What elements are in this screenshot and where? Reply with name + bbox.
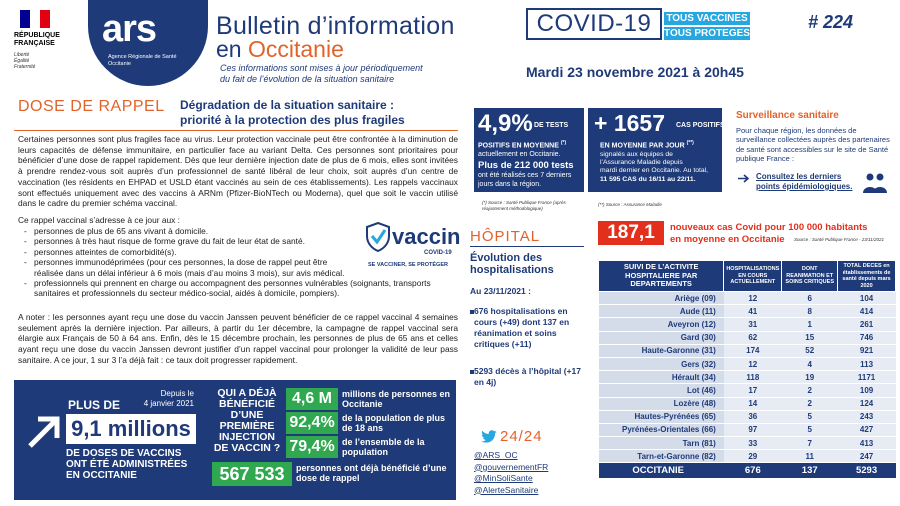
deces-cell: 261 xyxy=(838,318,896,331)
region-name: Occitanie xyxy=(247,36,344,62)
twitter-link[interactable]: @ARS_OC xyxy=(474,450,518,460)
cas-moy-jour xyxy=(600,140,694,149)
arrow-right-icon xyxy=(738,174,752,183)
rf-motto xyxy=(14,52,74,70)
rappel-paragraph: Certaines personnes sont plus fragiles face au virus. Leur protection vaccinale peut être confrontée à la diminution de leurs capacités de défense immunitaire, en particulier face au variant Delta. Ces personnes sont prioritaires pour bénéficier d’une dose de rappel rapidement. Dès que leur dernière injection date de plus de 6 mois, elles sont invitées à prendre rendez-vous soit auprès d’un professionnel de santé libéral de leur choix, soit auprès d’un centre de vaccination (les résidents en EHPAD et USLD étant vaccinés au sein de ces établissements). Les rappels vaccinaux sont effectués uniquement avec des vaccins à ARNm (Pfizer-BioNTech ou Moderna), quel que soit le vaccin utilisé dans le cadre du premier schéma vaccinal. xyxy=(18,134,458,209)
hospitalisations-cell: 62 xyxy=(724,331,782,344)
table-row xyxy=(599,292,896,305)
cas-signales xyxy=(600,151,720,184)
stat-population: 79,4% xyxy=(286,436,338,458)
hospitalisations-cell: 12 xyxy=(724,357,782,370)
doses-line2: ONT ÉTÉ ADMINISTRÉES xyxy=(66,459,188,470)
rappel-list-item: - personnes immunodéprimées (pour ces personnes, la dose de rappel peut être réalisée dans un délai inférieur à 6 mois (mais d’au moins 3 mois), sur avis médical. xyxy=(24,257,354,278)
departement-cell: Pyrénées-Orientales (66) xyxy=(599,423,724,436)
table-row xyxy=(599,305,896,318)
rappel-list-item: - personnes atteintes de comorbidité(s). xyxy=(24,247,354,257)
bulletin-title: Bulletin d’information xyxy=(216,12,455,40)
incidence-value: 187,1 xyxy=(598,221,664,245)
vaccin-logo-motto: SE VACCINER, SE PROTÉGER xyxy=(368,262,448,268)
deces-cell: 746 xyxy=(838,331,896,344)
surveillance-text: Pour chaque région, les données de surveillance collectées auprès des partenaires de santé sont accessibles sur le site de Santé publique France : xyxy=(736,126,890,163)
hospital-table xyxy=(598,260,896,479)
intro-text xyxy=(220,63,520,85)
tag-tous-proteges: TOUS PROTEGES xyxy=(664,28,750,39)
hospitalisations-cell: 17 xyxy=(724,384,782,397)
table-header: SUIVI DE L’ACTIVITE HOSPITALIERE PAR DEPARTEMENTS xyxy=(599,261,724,292)
stat-population-label: de l’ensemble de la population xyxy=(342,437,425,457)
vaccin-logo-word: vaccin xyxy=(392,224,461,249)
rappel-list-item: - personnes de plus de 65 ans vivant à domicile. xyxy=(24,226,354,236)
cas-moy-jour-mark: (**) xyxy=(686,140,694,146)
depuis-label xyxy=(114,389,194,409)
surveillance-link[interactable]: Consultez les derniers points épidémiologiques. xyxy=(756,172,853,191)
total-hospitalisations-cell: 676 xyxy=(724,463,782,479)
reanimation-cell: 52 xyxy=(782,344,838,357)
tests-source: (*) Source : Santé Publique France (après réajustement méthodologique) xyxy=(482,200,566,211)
departement-cell: Ariège (09) xyxy=(599,292,724,305)
tests-positivity: 4,9% xyxy=(478,110,533,137)
twitter-link[interactable]: @AlerteSanitaire xyxy=(474,484,539,495)
stat-rappel: 567 533 xyxy=(212,462,292,486)
intro-line2: du fait de l’évolution de la situation sanitaire xyxy=(220,74,395,84)
incidence-source: Source : Santé Publique France - 23/11/2021 xyxy=(794,237,884,242)
deces-cell: 414 xyxy=(838,305,896,318)
departement-cell: Lozère (48) xyxy=(599,397,724,410)
doses-total: 9,1 millions xyxy=(66,414,196,444)
rappel-list-item: - professionnels qui prennent en charge ou accompagnent des personnes vulnérables (soignants, transports sanitaires et professionnels du secteur médico-social, aidés à domicile, pompiers). xyxy=(24,278,454,299)
rappel-divider xyxy=(14,130,458,131)
stat-rappel-label: personnes ont déjà bénéficié d’une dose de rappel xyxy=(296,463,447,483)
tests-pos-moy-mark: (*) xyxy=(560,140,567,146)
table-row xyxy=(599,344,896,357)
reanimation-cell: 1 xyxy=(782,318,838,331)
hopital-heading: HÔPITAL xyxy=(470,228,541,245)
deces-cell: 247 xyxy=(838,450,896,463)
total-label-cell: OCCITANIE xyxy=(599,463,724,479)
intro-line1: Ces informations sont mises à jour périodiquement xyxy=(220,63,423,73)
table-header-row xyxy=(599,261,896,292)
rf-line1: RÉPUBLIQUE xyxy=(14,32,60,39)
rf-line2: FRANÇAISE xyxy=(14,40,55,47)
rf-motto2: Égalité xyxy=(14,58,30,64)
departement-cell: Tarn (81) xyxy=(599,437,724,450)
deces-cell: 413 xyxy=(838,437,896,450)
ars-sub2: Occitanie xyxy=(108,61,131,67)
hospitalisations-cell: 41 xyxy=(724,305,782,318)
rappel-note: A noter : les personnes ayant reçu une dose du vaccin Janssen peuvent bénéficier de ce rappel vaccinal 4 semaines seulement après la dernière injection. Par ailleurs, à partir du 1er décembre, la campagne de rappel vaccinal sera élargie aux Français de 50 à 64 ans. Enfin, dès le 15 décembre prochain, les personnes de plus de 65 ans et celles ayant reçu une dose du vaccin Janssen devront justifier d’un rappel vaccinal pour prolonger la validité de leur pass sanitaire. A ce jour, 1 sur 3 l’a déjà fait : ce taux doit progresser rapidement. xyxy=(18,312,458,365)
issue-number: # 224 xyxy=(808,12,854,32)
twitter-link[interactable]: @MinSoliSante xyxy=(474,473,533,483)
reanimation-cell: 6 xyxy=(782,292,838,305)
reanimation-cell: 2 xyxy=(782,397,838,410)
tests-count: Plus de 212 000 tests xyxy=(478,160,574,171)
tests-pos-moy xyxy=(478,140,566,149)
table-total-row xyxy=(599,463,896,479)
surveillance-heading: Surveillance sanitaire xyxy=(736,110,839,121)
deces-cell: 427 xyxy=(838,423,896,436)
reanimation-cell: 19 xyxy=(782,371,838,384)
bulletin-date: Mardi 23 novembre 2021 à 20h45 xyxy=(526,64,744,80)
table-row xyxy=(599,318,896,331)
reanimation-cell: 7 xyxy=(782,437,838,450)
rappel-list-item: - personnes à très haut risque de forme grave du fait de leur état de santé. xyxy=(24,236,354,246)
deces-cell: 113 xyxy=(838,357,896,370)
twitter-link[interactable]: @gouvernementFR xyxy=(474,461,549,472)
table-row xyxy=(599,331,896,344)
departement-cell: Haute-Garonne (31) xyxy=(599,344,724,357)
reanimation-cell: 5 xyxy=(782,423,838,436)
cas-positifs-label: CAS POSITIFS xyxy=(676,122,725,129)
region-prefix: en xyxy=(216,36,242,62)
hospitalisations-cell: 14 xyxy=(724,397,782,410)
marianne-flag-icon xyxy=(20,10,50,28)
doses-label xyxy=(66,448,206,481)
total-reanimation-cell: 137 xyxy=(782,463,838,479)
table-header: HOSPITALISATIONS EN COURS ACTUELLEMENT xyxy=(724,261,782,292)
table-row xyxy=(599,371,896,384)
departement-cell: Lot (46) xyxy=(599,384,724,397)
deces-cell: 243 xyxy=(838,410,896,423)
reanimation-cell: 2 xyxy=(782,384,838,397)
table-row xyxy=(599,397,896,410)
cas-sig4: 11 595 CAS du 16/11 au 22/11. xyxy=(600,175,696,183)
republique-francaise-label xyxy=(14,32,74,48)
table-header: DONT REANIMATION ET SOINS CRITIQUES xyxy=(782,261,838,292)
table-header: TOTAL DECES en établissements de santé depuis mars 2020 xyxy=(838,261,896,292)
reanimation-cell: 15 xyxy=(782,331,838,344)
total-deces-cell: 5293 xyxy=(838,463,896,479)
hopital-item-1: 676 hospitalisations en cours (+49) dont 137 en réanimation et soins critiques (+11) xyxy=(474,306,570,349)
tests-pos-moy-text: POSITIFS EN MOYENNE xyxy=(478,142,559,150)
people-icon xyxy=(860,172,890,194)
rappel-subtitle xyxy=(180,98,456,128)
stat-plus-18-label: de la population de plus de 18 ans xyxy=(342,413,446,433)
hopital-evol1: Évolution des xyxy=(470,252,543,264)
hospitalisations-cell: 118 xyxy=(724,371,782,384)
twitter-bird-icon xyxy=(480,430,498,444)
table-body xyxy=(599,292,896,479)
deces-cell: 1171 xyxy=(838,371,896,384)
hospitalisations-cell: 29 xyxy=(724,450,782,463)
reanimation-cell: 5 xyxy=(782,410,838,423)
table-row xyxy=(599,450,896,463)
cas-positifs-value: + 1657 xyxy=(594,110,665,136)
incidence-line2: en moyenne en Occitanie xyxy=(670,234,785,245)
hospitalisations-cell: 36 xyxy=(724,410,782,423)
ars-logo: ars xyxy=(102,8,157,50)
deces-cell: 124 xyxy=(838,397,896,410)
tag-tous-vaccines: TOUS VACCINES xyxy=(664,12,750,25)
up-arrow-icon xyxy=(26,414,62,450)
reanimation-cell: 8 xyxy=(782,305,838,318)
twitter-links xyxy=(474,450,584,496)
cas-moy-jour-text: EN MOYENNE PAR JOUR xyxy=(600,142,685,150)
hospitalisations-cell: 33 xyxy=(724,437,782,450)
incidence-line1: nouveaux cas Covid pour 100 000 habitants xyxy=(670,222,868,233)
depuis-line1: Depuis le xyxy=(160,389,194,398)
departement-cell: Hérault (34) xyxy=(599,371,724,384)
hospitalisations-cell: 97 xyxy=(724,423,782,436)
hopital-evolution xyxy=(470,252,584,276)
stat-plus-18: 92,4% xyxy=(286,412,338,434)
hopital-item-2: 5293 décès à l’hôpital (+17 en 4j) xyxy=(474,366,582,387)
hospitalisations-cell: 12 xyxy=(724,292,782,305)
hopital-evol2: hospitalisations xyxy=(470,264,554,276)
plus-de-label: PLUS DE xyxy=(68,398,121,412)
ars-subtitle xyxy=(108,54,200,68)
tests-label: DE TESTS xyxy=(534,122,569,129)
doses-line1: DE DOSES DE VACCINS xyxy=(66,448,182,459)
departement-cell: Aude (11) xyxy=(599,305,724,318)
table-row xyxy=(599,410,896,423)
tests-realises: ont été réalisés ces 7 derniers jours dans la région. xyxy=(478,172,572,188)
table-row xyxy=(599,423,896,436)
departement-cell: Hautes-Pyrénées (65) xyxy=(599,410,724,423)
rappel-list-intro: Ce rappel vaccinal s’adresse à ce jour aux : xyxy=(18,215,180,225)
rappel-sub1: Dégradation de la situation sanitaire : xyxy=(180,98,395,112)
deces-cell: 104 xyxy=(838,292,896,305)
deces-cell: 921 xyxy=(838,344,896,357)
premiere-injection-question: QUI A DÉJÀ BÉNÉFICIÉ D’UNE PREMIÈRE INJECTION DE VACCIN ? xyxy=(213,387,281,454)
stat-personnes-label: millions de personnes en Occitanie xyxy=(342,389,451,409)
hospitalisations-cell: 31 xyxy=(724,318,782,331)
depuis-line2: 4 janvier 2021 xyxy=(143,399,194,408)
cas-sig2: l’Assurance Maladie depuis xyxy=(600,159,683,167)
hospitalisations-cell: 174 xyxy=(724,344,782,357)
hopital-divider xyxy=(470,246,584,247)
rappel-heading: DOSE DE RAPPEL xyxy=(18,98,165,115)
region-title xyxy=(216,36,344,63)
cas-source: (**) Source : Assurance Maladie xyxy=(598,202,662,207)
cas-sig3: mardi dernier en Occitanie. Au total, xyxy=(600,167,709,175)
stat-personnes: 4,6 M xyxy=(286,388,338,410)
deces-cell: 109 xyxy=(838,384,896,397)
tests-actuel: actuellement en Occitanie. xyxy=(478,151,561,158)
departement-cell: Gers (32) xyxy=(599,357,724,370)
rf-motto3: Fraternité xyxy=(14,64,36,70)
doses-line3: EN OCCITANIE xyxy=(66,470,137,481)
table-row xyxy=(599,357,896,370)
departement-cell: Tarn-et-Garonne (82) xyxy=(599,450,724,463)
cas-sig1: signalés aux équipes de xyxy=(600,151,673,158)
vaccin-logo-tag: COVID-19 xyxy=(424,250,452,256)
table-row xyxy=(599,437,896,450)
rappel-sub2: priorité à la protection des plus fragiles xyxy=(180,113,405,127)
departement-cell: Aveyron (12) xyxy=(599,318,724,331)
twitter-heading: 24/24 xyxy=(500,428,543,445)
covid-badge: COVID-19 xyxy=(526,8,662,40)
rf-motto1: Liberté xyxy=(14,52,30,58)
vaccin-shield-icon xyxy=(366,222,390,252)
departement-cell: Gard (30) xyxy=(599,331,724,344)
hopital-date: Au 23/11/2021 : xyxy=(470,286,531,296)
table-row xyxy=(599,384,896,397)
reanimation-cell: 4 xyxy=(782,357,838,370)
reanimation-cell: 11 xyxy=(782,450,838,463)
ars-sub1: Agence Régionale de Santé xyxy=(108,54,177,60)
